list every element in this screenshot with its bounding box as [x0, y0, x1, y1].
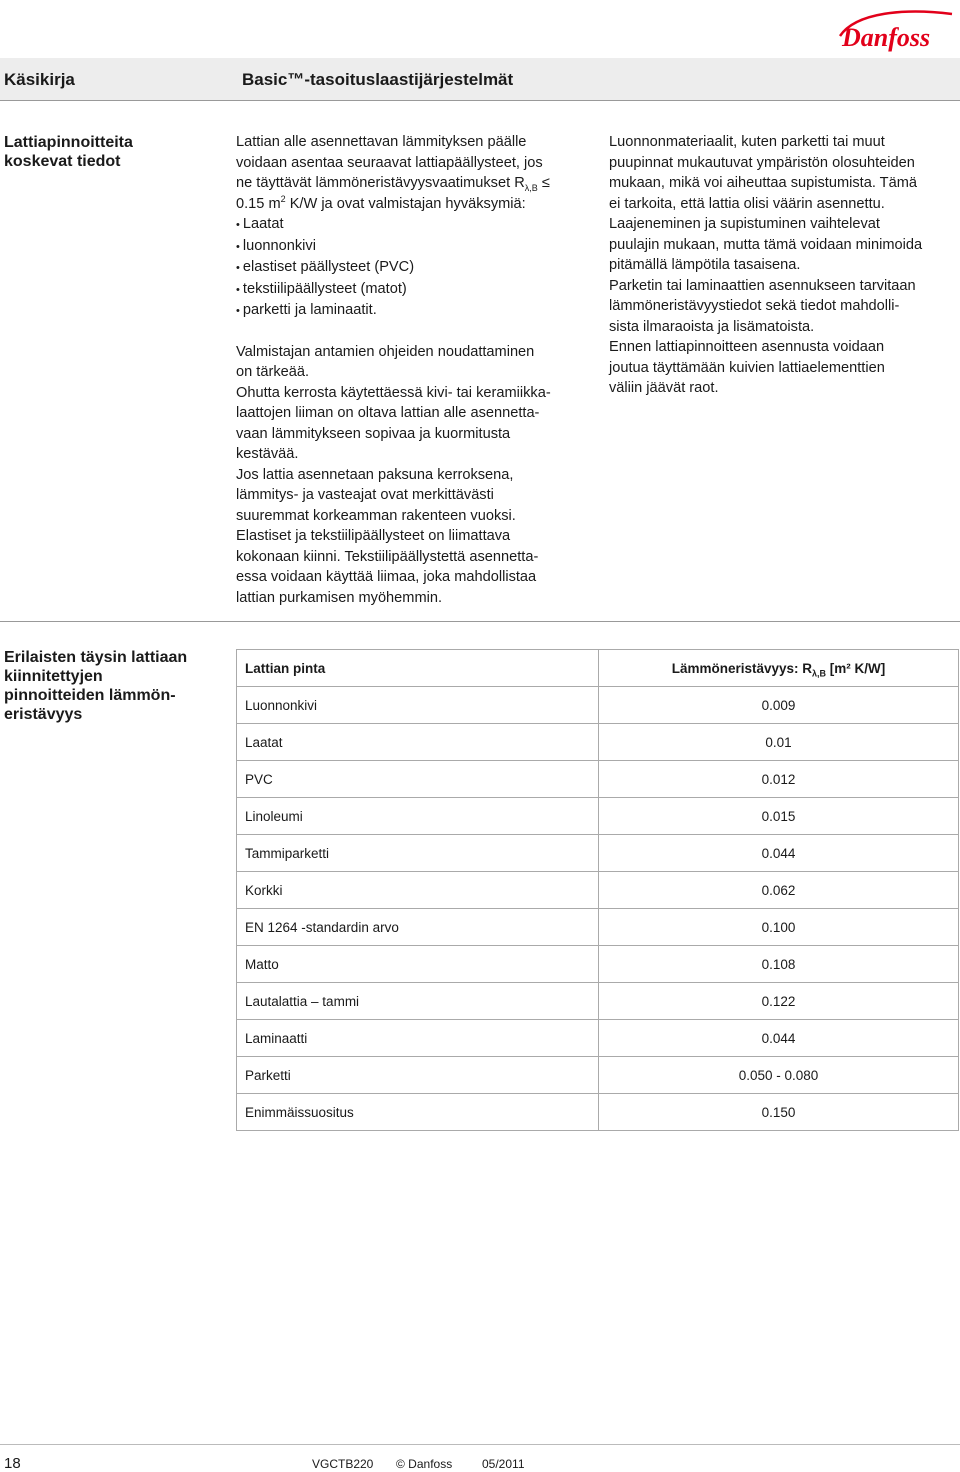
section2-title: Erilaisten täysin lattiaan kiinnitettyjen pinnoitteiden lämmön- eristävyys	[4, 649, 188, 723]
table-cell-value: 0.100	[599, 909, 959, 946]
table-cell-value: 0.062	[599, 872, 959, 909]
table-row	[237, 761, 959, 798]
section1-column2: Luonnonmateriaalit, kuten parketti tai muut puupinnat mukautuvat ympäristön olosuhteiden mukaan, mikä voi aiheuttaa supistumista. Tämä ei tarkoita, että lattia olisi väärin asennettu. Laajeneminen ja supistuminen vaihtelevat puulajin mukaan, mutta tämä voidaan minimoida pitämällä lämpötila tasaisena. Parketin tai laminaattien asennukseen tarvitaan lämmöneristävyystiedot sekä tiedot mahdolli- sista ilmaraoista ja lisämatoista. Ennen lattiapinnoitteen asennusta voidaan joutua täyttämään kuivien lattiaelementtien väliin jäävät raot.	[609, 134, 923, 396]
danfoss-logo	[836, 6, 956, 54]
copyright: © Danfoss	[396, 1457, 453, 1471]
document-date: 05/2011	[482, 1457, 525, 1471]
table-row	[237, 1020, 959, 1057]
table-row	[237, 983, 959, 1020]
table-cell-surface: Tammiparketti	[237, 835, 599, 872]
table-cell-value: 0.108	[599, 946, 959, 983]
table-row	[237, 798, 959, 835]
table-row	[237, 1057, 959, 1094]
table-cell-value: 0.150	[599, 1094, 959, 1131]
table-cell-value: 0.044	[599, 835, 959, 872]
table-cell-value: 0.009	[599, 687, 959, 724]
table-row	[237, 1094, 959, 1131]
column-header-surface: Lattian pinta	[237, 650, 599, 687]
header-rule	[0, 100, 960, 101]
list-item: • tekstiilipäällysteet (matot)	[236, 279, 596, 301]
table-row	[237, 687, 959, 724]
table-row	[237, 872, 959, 909]
list-item: • elastiset päällysteet (PVC)	[236, 257, 596, 279]
header-manual-label: Käsikirja	[4, 70, 75, 89]
table-cell-surface: Laatat	[237, 724, 599, 761]
table-cell-value: 0.044	[599, 1020, 959, 1057]
table-row	[237, 909, 959, 946]
table-cell-surface: PVC	[237, 761, 599, 798]
table-cell-surface: Korkki	[237, 872, 599, 909]
table-cell-surface: Linoleumi	[237, 798, 599, 835]
list-item: • Laatat	[236, 214, 596, 236]
list-item: • parketti ja laminaatit.	[236, 300, 596, 322]
covering-list	[236, 214, 596, 322]
section-divider	[0, 621, 960, 622]
table-row	[237, 835, 959, 872]
table-cell-value: 0.015	[599, 798, 959, 835]
table-cell-value: 0.01	[599, 724, 959, 761]
table-cell-surface: Laminaatti	[237, 1020, 599, 1057]
table-cell-value: 0.050 - 0.080	[599, 1057, 959, 1094]
table-header-row	[237, 650, 959, 687]
thermal-resistance-table	[236, 649, 959, 1131]
list-item: • luonnonkivi	[236, 236, 596, 258]
table-cell-surface: Parketti	[237, 1057, 599, 1094]
page-footer	[0, 1444, 960, 1472]
column-header-resistance: Lämmöneristävyys: $R_{\lambda,B}$ [m² K/W]	[599, 650, 959, 687]
section1-title: Lattiapinnoitteita koskevat tiedot	[4, 134, 133, 170]
header-title: Basic™-tasoituslaastijärjestelmät	[242, 70, 514, 89]
table-row	[237, 946, 959, 983]
table-cell-surface: EN 1264 -standardin arvo	[237, 909, 599, 946]
table-cell-surface: Lautalattia – tammi	[237, 983, 599, 1020]
section1-column1: Lattian alle asennettavan lämmityksen päälle voidaan asentaa seuraavat lattiapäällysteet, jos ne täyttävät lämmöneristävyysvaatimukset $R_{\lambda,B}$ ≤ 0.15 $m^2$ K/W ja ovat valmistajan hyväksymiä: • Laatat • luonnonkivi • elastiset päällysteet (PVC) • tekstiilipäällysteet (matot) • parketti ja laminaatit. Valmistajan antamien ohjeiden noudattaminen on tärkeää. Ohutta kerrosta käytettäessä kivi- tai keramiikka- laattojen liiman on oltava lattian alle asennetta- vaan lämmitykseen sopivaa ja kuormitusta kestävää. Jos lattia asennetaan paksuna kerroksena, lämmitys- ja vasteajat ovat merkittävästi suuremmat korkeamman rakenteen vuoksi. Elastiset ja tekstiilipäällysteet on liimattava kokonaan kiinni. Tekstiilipäällystettä asennetta- essa voidaan käyttää liimaa, joka mahdollistaa lattian purkamisen myöhemmin.	[236, 132, 596, 608]
table-cell-surface: Luonnonkivi	[237, 687, 599, 724]
document-code: VGCTB220	[312, 1457, 374, 1471]
table-cell-value: 0.012	[599, 761, 959, 798]
page-number: 18	[4, 1455, 21, 1472]
table-cell-surface: Enimmäissuositus	[237, 1094, 599, 1131]
logo-text: Danfoss	[842, 23, 931, 52]
table-cell-value: 0.122	[599, 983, 959, 1020]
table-row	[237, 724, 959, 761]
table-cell-surface: Matto	[237, 946, 599, 983]
